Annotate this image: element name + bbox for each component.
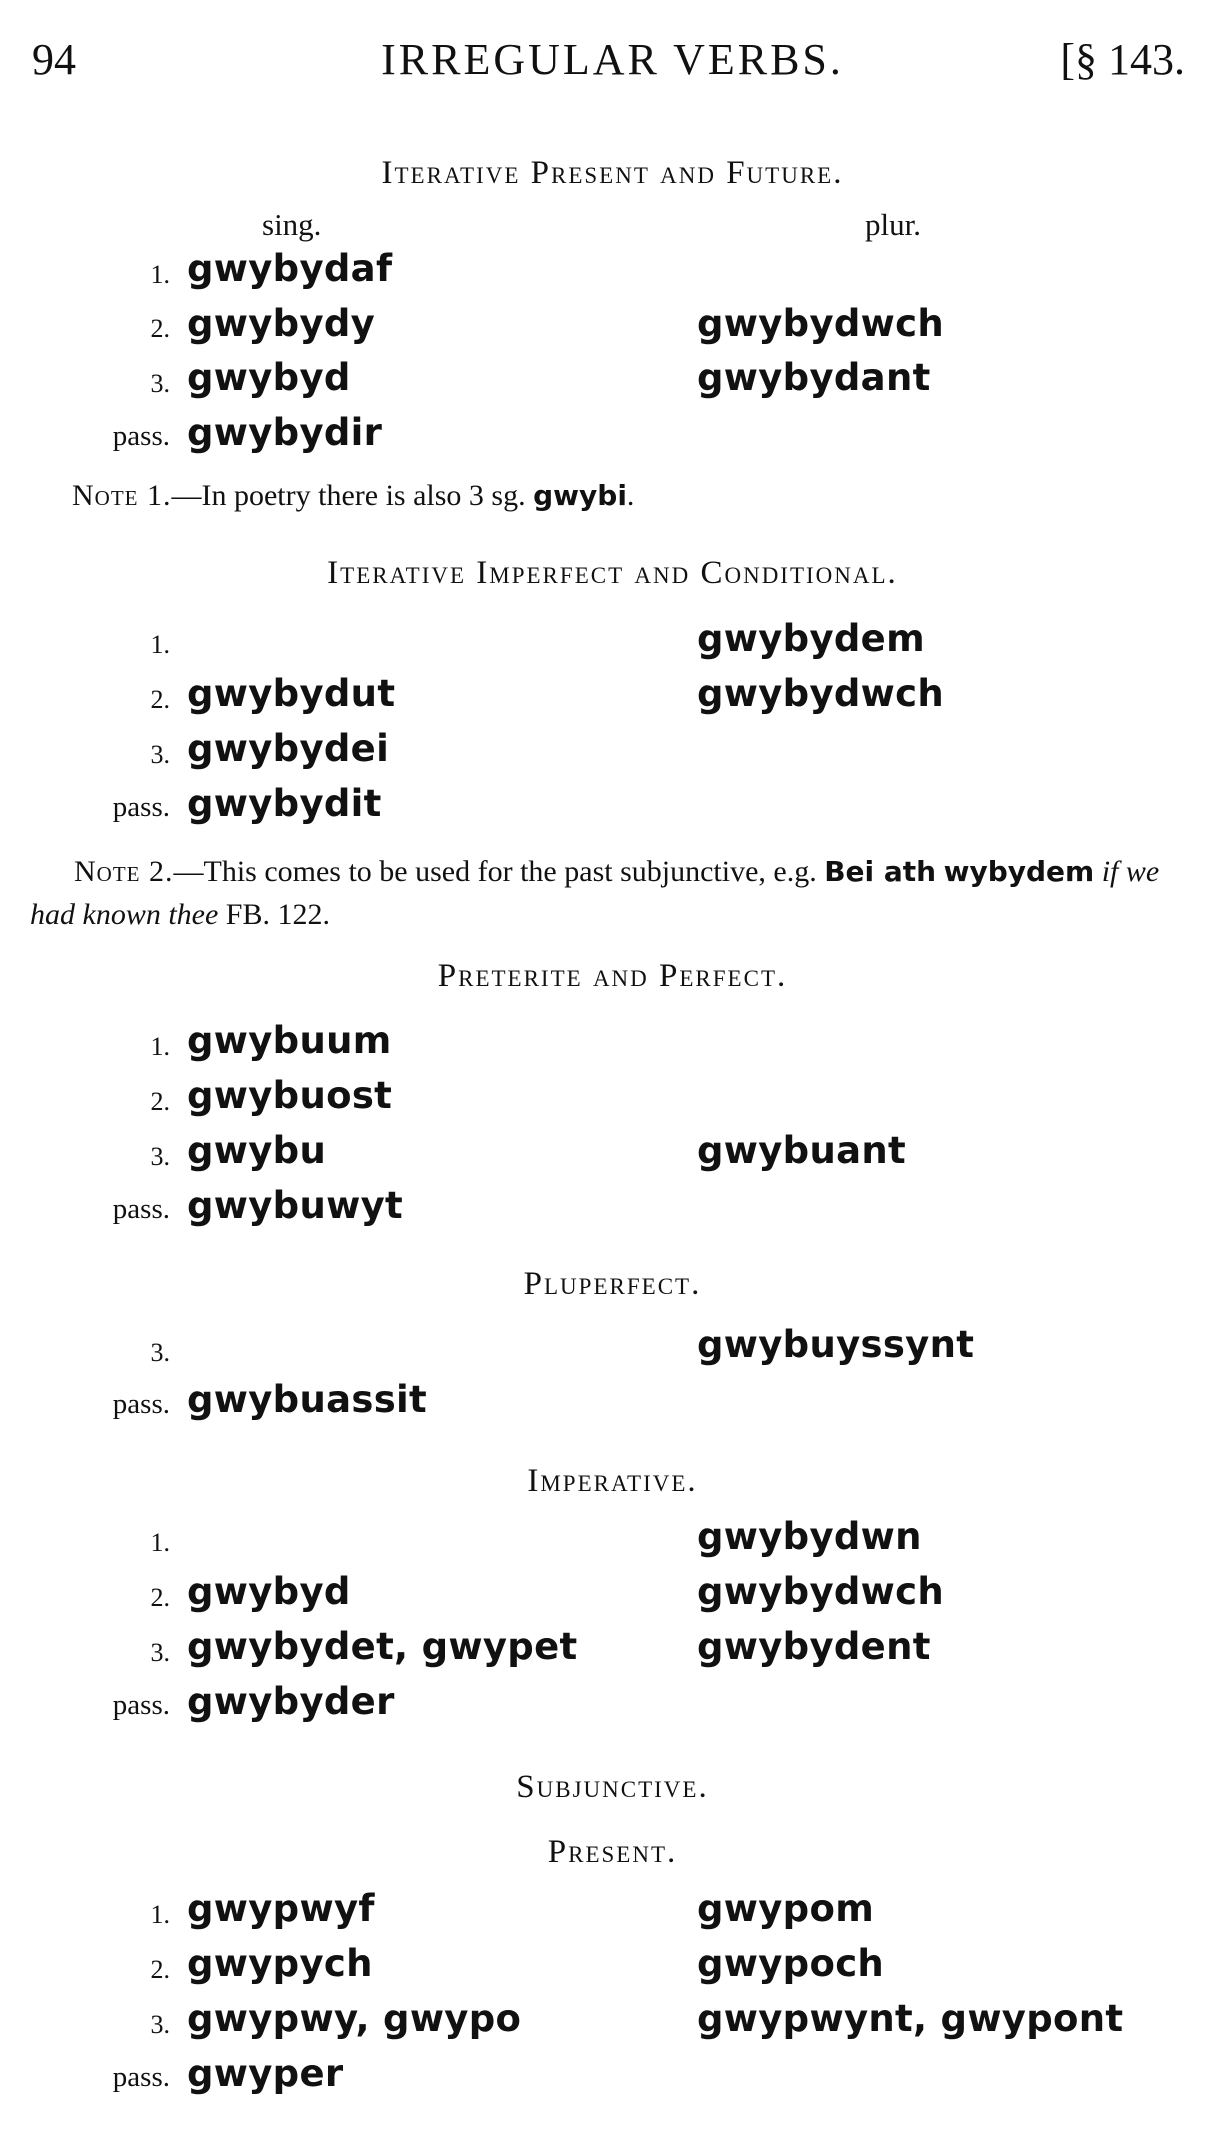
verb-form: gwybydut [187,672,396,715]
column-head-singular: sing. [262,207,322,242]
person-label: 3. [150,1338,170,1367]
section-title-imperative: Imperative. [527,1463,698,1499]
passive-label: pass. [112,1388,170,1420]
column-head-plural: plur. [865,207,921,242]
verb-form: gwybydant [697,356,931,399]
person-label: 1. [150,260,170,289]
section-title-iterative-present: Iterative Present and Future. [381,155,844,191]
verb-form: gwypom [697,1887,875,1930]
person-label: 3. [150,369,170,398]
person-label: 1. [150,630,170,659]
verb-form: gwybydit [187,782,382,825]
verb-form: gwybyder [187,1680,395,1723]
page-number: 94 [32,35,76,84]
section-title-pluperfect: Pluperfect. [523,1266,702,1302]
person-label: 1. [150,1032,170,1061]
verb-form: gwybydwn [697,1515,922,1558]
person-label: 1. [150,1528,170,1557]
verb-form: gwybuost [187,1074,393,1117]
verb-form: gwybuant [697,1129,907,1172]
verb-form: gwybu [187,1129,327,1172]
person-label: 3. [150,2010,170,2039]
verb-form: gwyper [187,2052,344,2095]
passive-label: pass. [112,791,170,823]
verb-form: gwypwyf [187,1887,375,1930]
person-label: 2. [150,1087,170,1116]
verb-form: gwybuwyt [187,1184,403,1227]
verb-form: gwybuyssynt [697,1323,975,1366]
verb-form: gwypwy, gwypo [187,1997,522,2040]
verb-form: gwybydwch [697,302,945,345]
verb-form: gwypych [187,1942,373,1985]
verb-form: gwybuum [187,1019,392,1062]
section-subtitle-present: Present. [547,1834,678,1870]
verb-form: gwybydwch [697,672,945,715]
verb-form: gwybyd [187,1570,351,1613]
verb-form: gwybydwch [697,1570,945,1613]
verb-form: gwybydir [187,411,383,454]
section-title-subjunctive: Subjunctive. [516,1769,709,1805]
person-label: 3. [150,1142,170,1171]
passive-label: pass. [112,1689,170,1721]
section-title-preterite: Preterite and Perfect. [437,958,788,994]
note-1: Note 1.—In poetry there is also 3 sg. gwybi. [72,479,635,512]
verb-form: gwybydaf [187,247,393,290]
verb-form: gwypwynt, gwypont [697,1997,1124,2040]
section-reference: [§ 143. [1060,35,1185,84]
note-2: Note 2.—This comes to be used for the past subjunctive, e.g. Bei ath wybydem if we had known thee FB. 122. [30,855,1160,931]
passive-label: pass. [112,1193,170,1225]
verb-form: gwybyd [187,356,351,399]
running-title: IRREGULAR VERBS. [381,35,844,84]
verb-form: gwybydei [187,727,390,770]
verb-form: gwybydet, gwypet [187,1625,578,1668]
verb-form: gwybydy [187,302,376,345]
section-title-iterative-imperfect: Iterative Imperfect and Conditional. [327,555,898,591]
verb-form: gwybydent [697,1625,931,1668]
person-label: 2. [150,685,170,714]
verb-form: gwybuassit [187,1378,427,1421]
person-label: 2. [150,1583,170,1612]
person-label: 2. [150,1955,170,1984]
verb-form: gwypoch [697,1942,885,1985]
passive-label: pass. [112,420,170,452]
person-label: 3. [150,740,170,769]
passive-label: pass. [112,2061,170,2093]
person-label: 1. [150,1900,170,1929]
person-label: 3. [150,1638,170,1667]
verb-form: gwybydem [697,617,925,660]
person-label: 2. [150,314,170,343]
